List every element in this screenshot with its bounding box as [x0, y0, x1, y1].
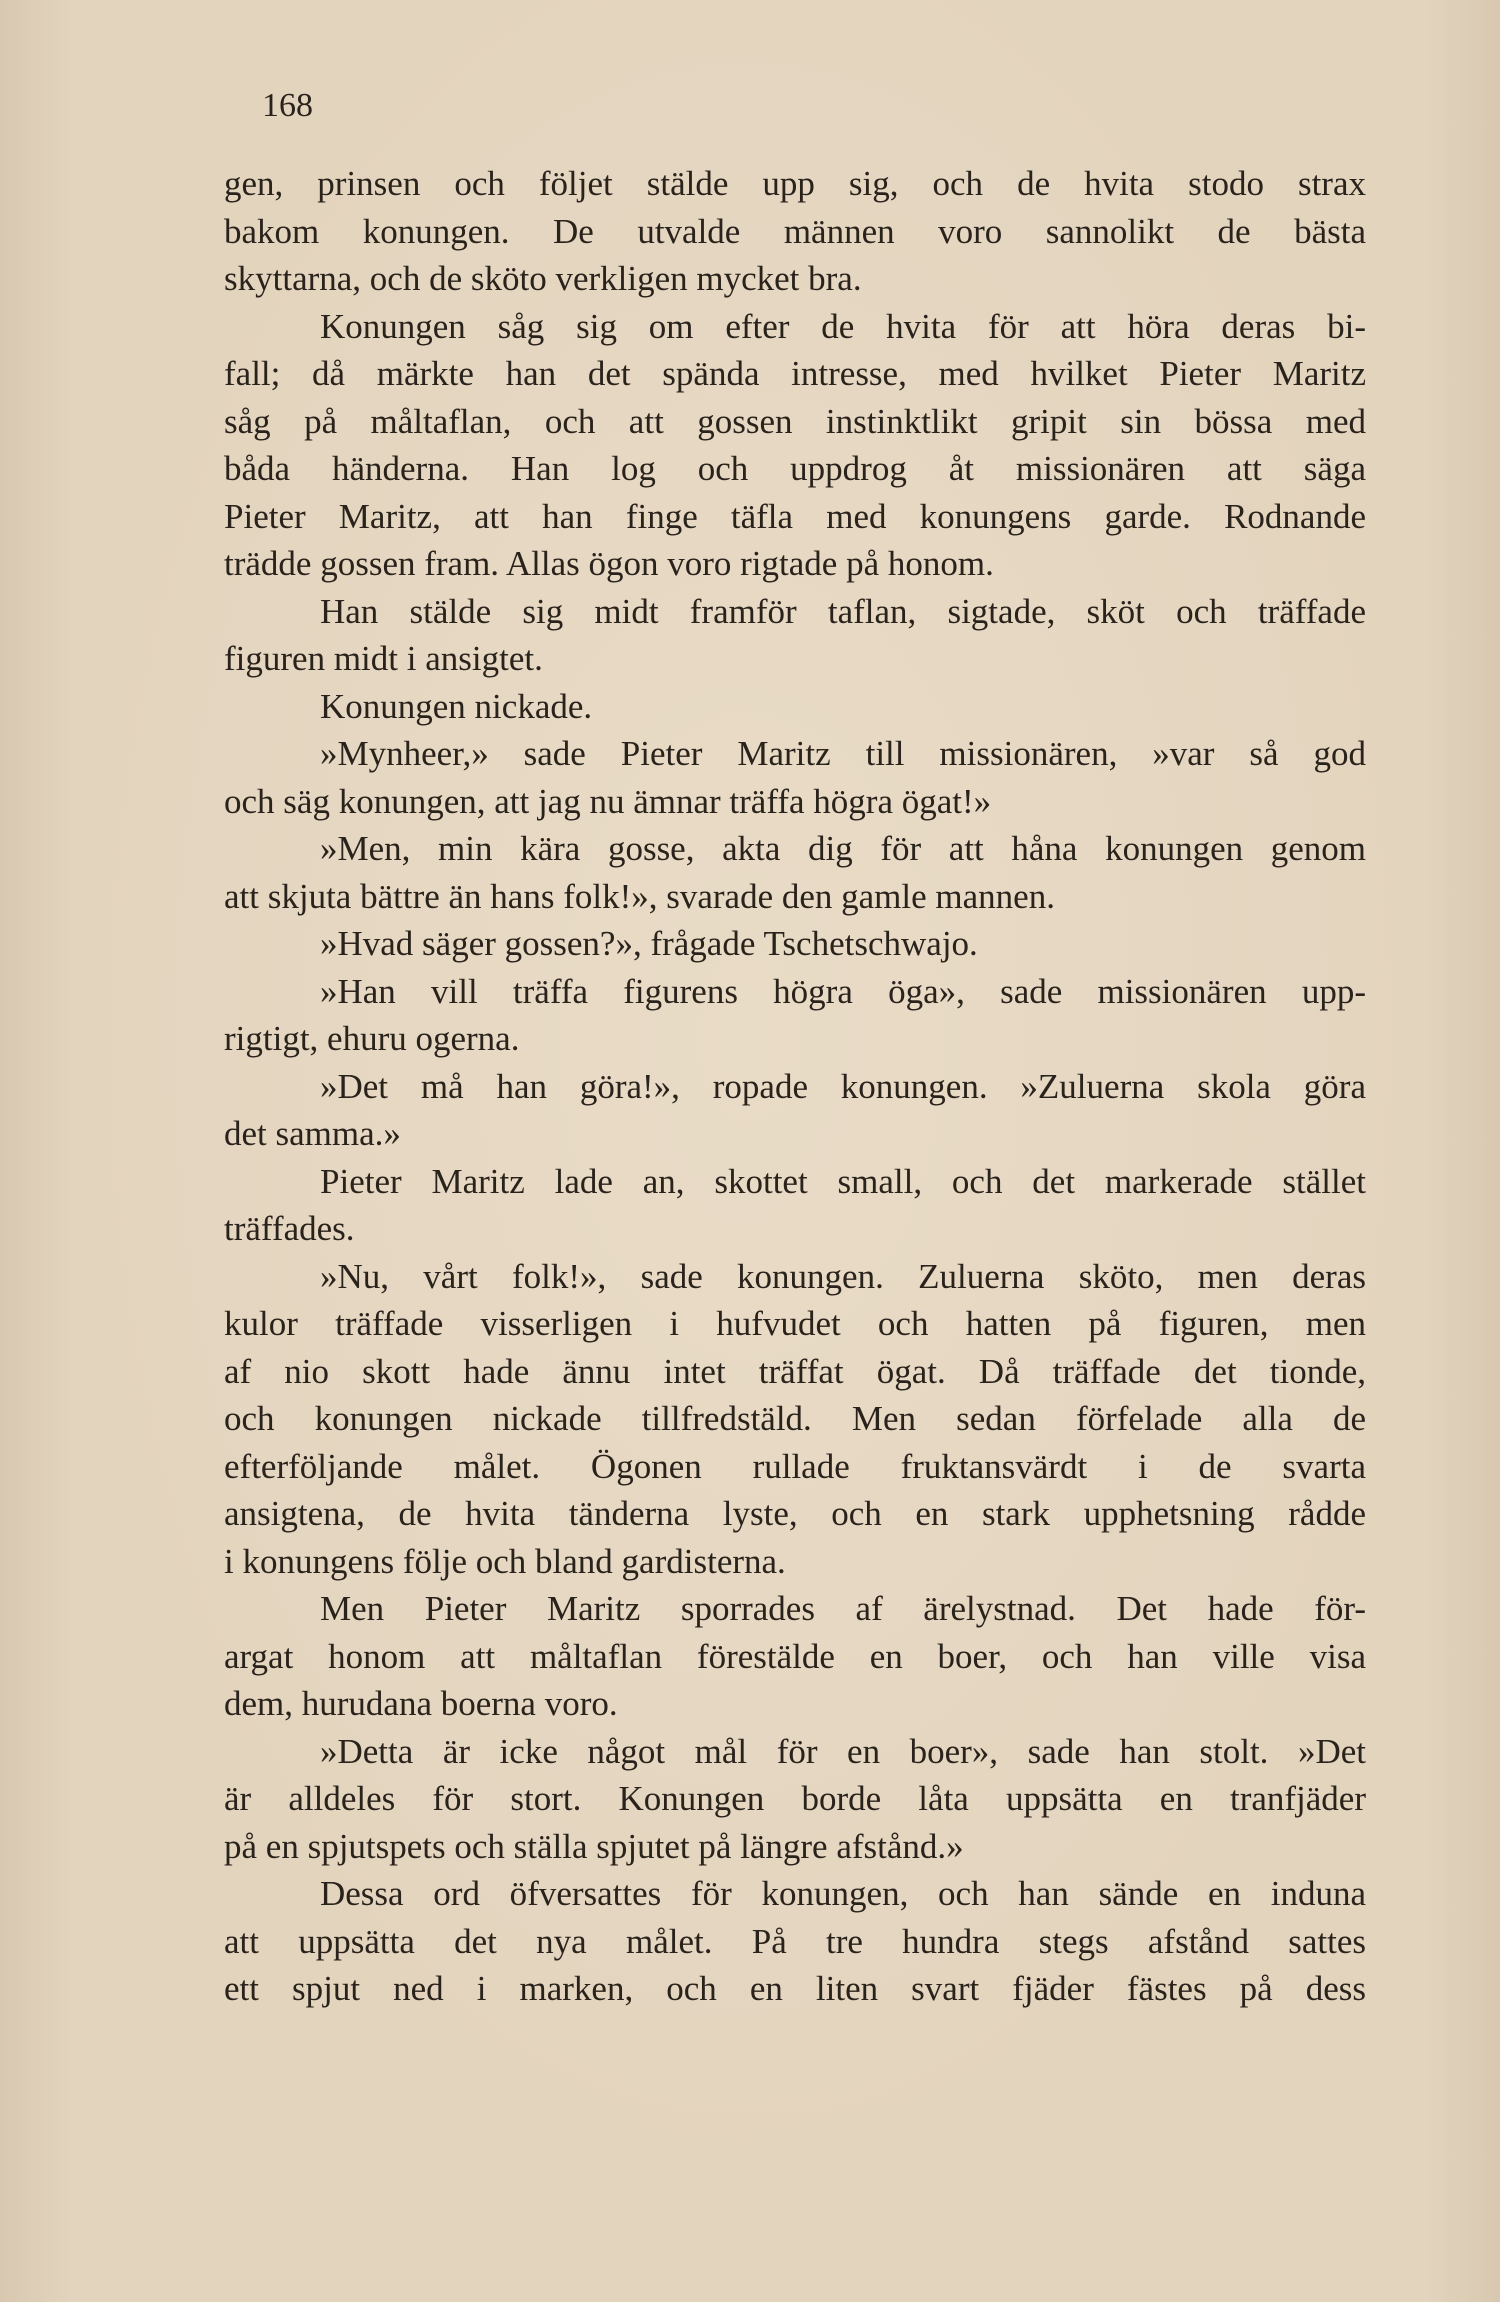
text-line: fall; då märkte han det spända intresse, med hvilket Pieter Maritz: [224, 354, 1366, 393]
text-line: argat honom att måltaflan förestälde en boer, och han ville visa: [224, 1636, 1366, 1676]
text-line: Pieter Maritz, att han finge täfla med konungens garde. Rodnande: [224, 496, 1366, 536]
text-line: ett spjut ned i marken, och en liten svart fjäder fästes på dess: [224, 1969, 1366, 2008]
text-line: »Nu, vårt folk!», sade konungen. Zuluerna sköto, men deras: [320, 1256, 1366, 1296]
text-line: på en spjutspets och ställa spjutet på längre afstånd.»: [224, 1826, 964, 1866]
text-line: »Han vill träffa figurens högra öga», sade missionären upp-: [320, 971, 1366, 1011]
text-line: dem, hurudana boerna voro.: [224, 1684, 618, 1723]
text-line: trädde gossen fram. Allas ögon voro rigtade på honom.: [224, 544, 994, 583]
text-line: »Men, min kära gosse, akta dig för att håna konungen genom: [320, 829, 1366, 868]
text-line: »Mynheer,» sade Pieter Maritz till missionären, »var så god: [320, 734, 1366, 773]
text-line: kulor träffade visserligen i hufvudet och hatten på figuren, men: [224, 1304, 1366, 1343]
text-line: rigtigt, ehuru ogerna.: [224, 1019, 520, 1058]
text-line: Konungen såg sig om efter de hvita för att höra deras bi-: [320, 306, 1366, 346]
text-line: efterföljande målet. Ögonen rullade fruktansvärdt i de svarta: [224, 1446, 1366, 1486]
text-line: af nio skott hade ännu intet träffat ögat. Då träffade det tionde,: [224, 1351, 1366, 1391]
body-text: [224, 160, 1366, 2013]
text-line: Han stälde sig midt framför taflan, sigtade, sköt och träffade: [320, 591, 1366, 631]
text-line: Pieter Maritz lade an, skottet small, och det markerade stället: [320, 1161, 1366, 1201]
text-line: såg på måltaflan, och att gossen instinktlikt gripit sin bössa med: [224, 401, 1366, 441]
text-line: Konungen nickade.: [320, 686, 593, 726]
text-line: bakom konungen. De utvalde männen voro sannolikt de bästa: [224, 211, 1366, 251]
text-line: i konungens följe och bland gardisterna.: [224, 1541, 786, 1581]
text-line: ansigtena, de hvita tänderna lyste, och en stark upphetsning rådde: [224, 1494, 1366, 1533]
text-line: »Detta är icke något mål för en boer», sade han stolt. »Det: [320, 1731, 1366, 1771]
page-number: 168: [262, 87, 313, 124]
text-line: figuren midt i ansigtet.: [224, 639, 543, 678]
text-line: båda händerna. Han log och uppdrog åt missionären att säga: [224, 449, 1366, 488]
text-line: det samma.»: [224, 1114, 401, 1153]
text-line: att uppsätta det nya målet. På tre hundra stegs afstånd sattes: [224, 1921, 1366, 1961]
text-line: Dessa ord öfversattes för konungen, och han sände en induna: [320, 1874, 1366, 1913]
text-line: gen, prinsen och följet stälde upp sig, och de hvita stodo strax: [224, 164, 1366, 203]
text-line: »Det må han göra!», ropade konungen. »Zuluerna skola göra: [320, 1066, 1366, 1106]
text-line: Men Pieter Maritz sporrades af ärelystnad. Det hade för-: [320, 1589, 1366, 1628]
text-line: »Hvad säger gossen?», frågade Tschetschwajo.: [320, 924, 978, 963]
text-line: och konungen nickade tillfredstäld. Men sedan förfelade alla de: [224, 1399, 1366, 1438]
text-line: är alldeles för stort. Konungen borde låta uppsätta en tranfjäder: [224, 1779, 1366, 1818]
text-line: skyttarna, och de sköto verkligen mycket bra.: [224, 259, 862, 298]
text-line: och säg konungen, att jag nu ämnar träffa högra ögat!»: [224, 781, 992, 821]
text-line: att skjuta bättre än hans folk!», svarade den gamle mannen.: [224, 876, 1055, 916]
text-line: träffades.: [224, 1209, 355, 1248]
